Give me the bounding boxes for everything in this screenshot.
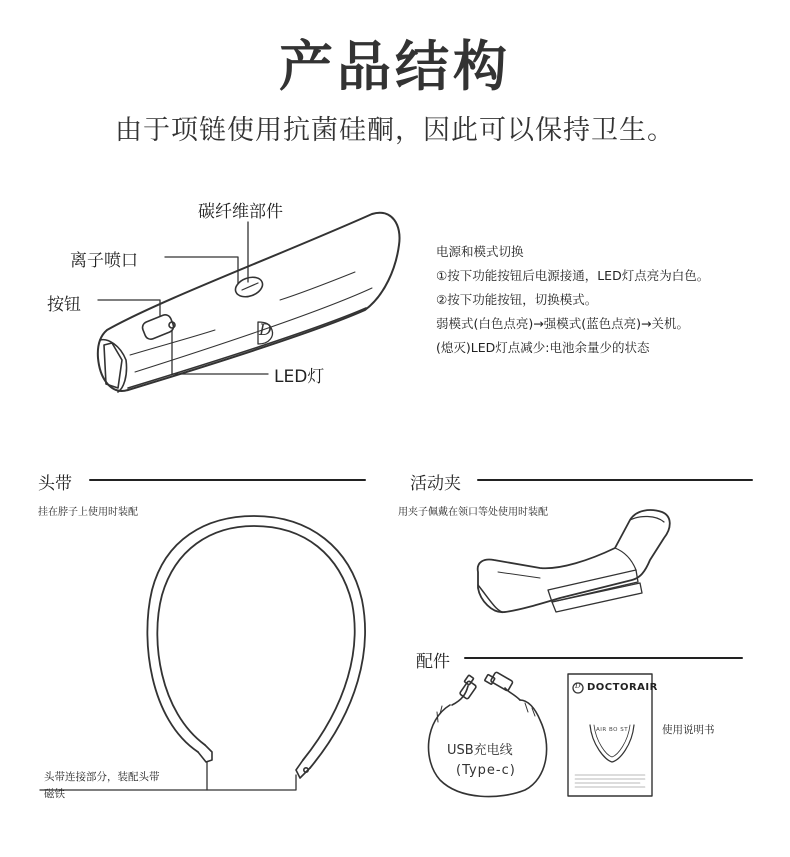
manual-label: 使用说明书 (662, 724, 715, 736)
device-logo: D (259, 320, 272, 339)
ion-port-label: 离子喷口 (70, 251, 138, 271)
headband-illustration (40, 516, 365, 790)
power-desc-line-2: ②按下功能按钮，切换模式。 (436, 292, 598, 307)
manual-logo-letter: D (575, 682, 581, 690)
clip-illustration (478, 510, 670, 612)
carbon-fiber-label: 碳纤维部件 (198, 202, 283, 222)
page-subtitle: 由于项链使用抗菌硅酮，因此可以保持卫生。 (115, 115, 675, 146)
device-illustration (98, 213, 400, 392)
headband-connector-note-2: 磁铁 (44, 788, 65, 800)
clip-section-title: 活动夹 (410, 474, 461, 494)
accessories-section-title: 配件 (416, 652, 450, 672)
led-label: LED灯 (274, 367, 325, 387)
power-desc-line-3: 弱模式(白色点亮)→强模式(蓝色点亮)→关机。 (436, 316, 689, 331)
usb-cable-label-2: (Type-c) (456, 763, 516, 778)
power-description (436, 240, 709, 360)
button-label: 按钮 (47, 295, 81, 315)
manual-product-name: AIR BO ST (596, 727, 629, 733)
headband-section-title: 头带 (38, 474, 72, 494)
power-desc-line-1: ①按下功能按钮后电源接通，LED灯点亮为白色。 (436, 268, 710, 283)
power-desc-title: 电源和模式切换 (436, 244, 524, 259)
headband-connector-note-1: 头带连接部分，装配头带 (44, 771, 160, 783)
headband-desc: 挂在脖子上使用时装配 (38, 507, 138, 518)
usb-cable-label-1: USB充电线 (447, 743, 513, 758)
manual-brand: DOCTORAIR (587, 682, 658, 693)
clip-desc: 用夹子佩戴在领口等处使用时装配 (398, 507, 548, 518)
page-title: 产品结构 (279, 35, 511, 98)
power-desc-line-4: (熄灭)LED灯点减少:电池余量少的状态 (436, 340, 650, 355)
